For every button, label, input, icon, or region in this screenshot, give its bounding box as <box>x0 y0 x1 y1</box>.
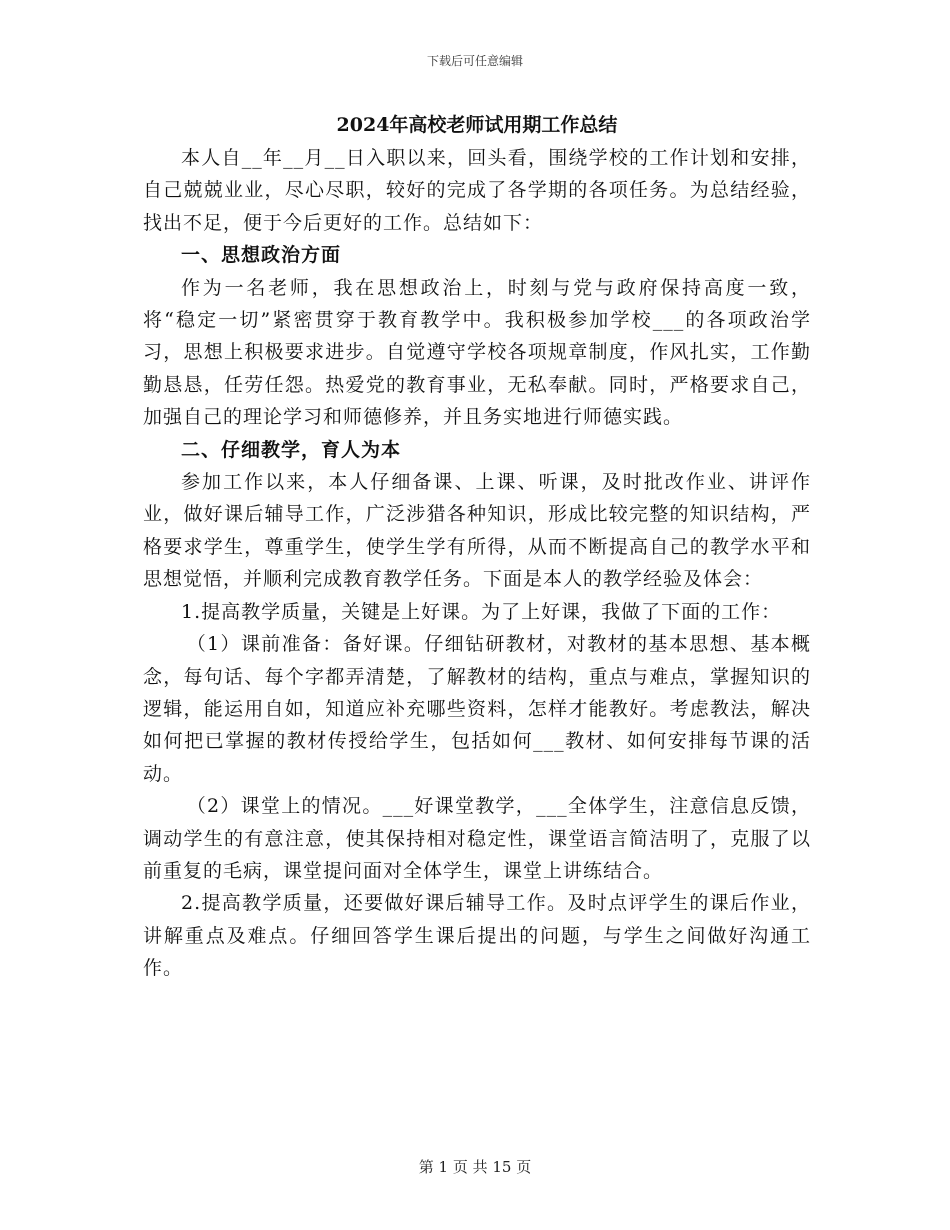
teaching-paragraph: 参加工作以来，本人仔细备课、上课、听课，及时批改作业、讲评作业，做好课后辅导工作，广泛涉猎各种知识，形成比较完整的知识结构，严格要求学生，尊重学生，使学生学有所得，从而不断提高自己的教学水平和思想觉悟，并顺利完成教育教学任务。下面是本人的教学经验及体会： <box>143 471 811 591</box>
list-item-1: 1.提高教学质量，关键是上好课。为了上好课，我做了下面的工作： <box>181 600 782 623</box>
intro-paragraph: 本人自__年__月__日入职以来，回头看，围绕学校的工作计划和安排，自己兢兢业业，尽心尽职，较好的完成了各学期的各项任务。为总结经验，找出不足，便于今后更好的工作。总结如下： <box>143 147 811 234</box>
list-item-2: 2.提高教学质量，还要做好课后辅导工作。及时点评学生的课后作业，讲解重点及难点。仔细回答学生课后提出的问题，与学生之间做好沟通工作。 <box>143 892 811 980</box>
document-body <box>143 108 811 985</box>
page-number: 第 1 页 共 15 页 <box>418 1158 532 1176</box>
document-title: 2024年高校老师试用期工作总结 <box>336 114 618 136</box>
political-paragraph: 作为一名老师，我在思想政治上，时刻与党与政府保持高度一致，将“稳定一切”紧密贯穿于教育教学中。我积极参加学校___的各项政治学习，思想上积极要求进步。自觉遵守学校各项规章制度，作风扎实，工作勤勤恳恳，任劳任怨。热爱党的教育事业，无私奉献。同时，严格要求自己，加强自己的理论学习和师德修养，并且务实地进行师德实践。 <box>143 276 811 429</box>
page-header-note: 下载后可任意编辑 <box>426 54 523 68</box>
section-heading-teaching: 二、仔细教学，育人为本 <box>181 438 402 461</box>
sub-item-1: （1）课前准备：备好课。仔细钻研教材，对教材的基本思想、基本概念，每句话、每个字都弄清楚，了解教材的结构，重点与难点，掌握知识的逻辑，能运用自如，知道应补充哪些资料，怎样才能教好。考虑教法，解决如何把已掌握的教材传授给学生，包括如何___教材、如何安排每节课的活动。 <box>143 633 811 785</box>
sub-item-2: （2）课堂上的情况。___好课堂教学，___全体学生，注意信息反馈，调动学生的有意注意，使其保持相对稳定性，课堂语言简洁明了，克服了以前重复的毛病，课堂提问面对全体学生，课堂上讲练结合。 <box>143 795 811 882</box>
section-heading-political: 一、思想政治方面 <box>181 244 342 267</box>
